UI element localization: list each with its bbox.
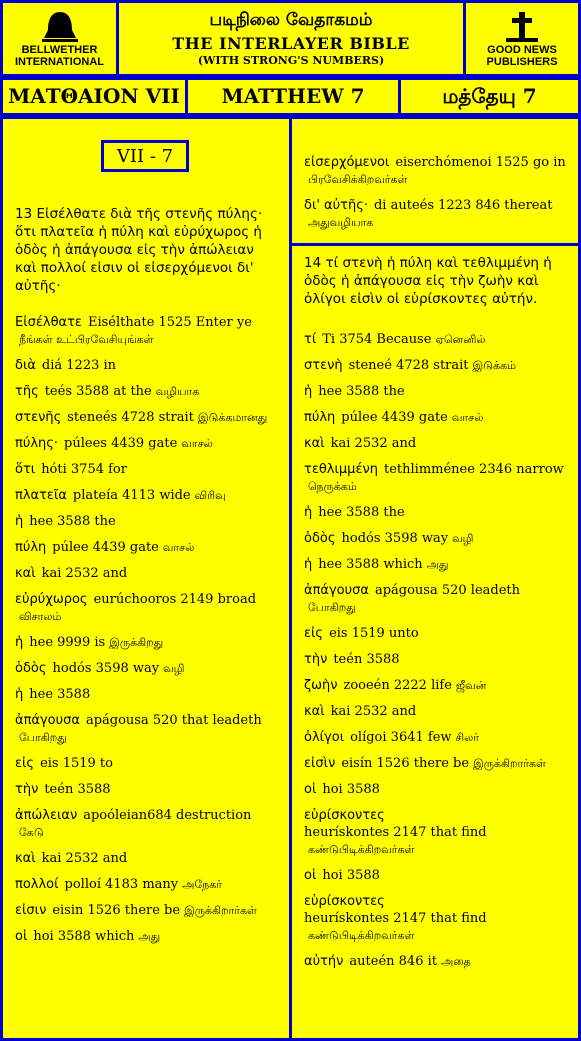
greek-word: ὁδὸς: [304, 531, 336, 546]
english-gloss: steneés 4728 strait: [67, 410, 194, 425]
english-gloss: polloí 4183 many: [64, 877, 179, 892]
greek-word: εὑρίσκοντες: [304, 894, 385, 909]
interlinear-entry: [304, 755, 566, 772]
tamil-gloss: வாசல்: [181, 437, 213, 450]
tamil-gloss: வழியாக: [155, 385, 200, 398]
verse-13-greek: 13 Εἰσέλθατε διὰ τῆς στενῆς πύλης· ὅτι πλατεῖα ἡ πύλη καὶ εὐρύχωρος ἡ ὁδὸς ἡ ἀπάγουσα εἰς τὴν ἀπώλειαν καὶ πολλοί εἰσιν οἱ εἰσερχόμενοι δι' αὐτῆς·: [15, 206, 263, 294]
interlinear-entry: [304, 435, 566, 452]
english-gloss: eis 1519 to: [40, 756, 113, 771]
greek-word: ἡ: [15, 687, 24, 702]
header-greek: ΜΑΤΘΑΙΟΝ VII: [0, 77, 188, 116]
tamil-gloss: கேடு: [19, 826, 44, 839]
interlinear-entry: [15, 409, 279, 426]
english-gloss: hoi 3588 which: [33, 929, 135, 944]
verse-14-greek: 14 τί στενὴ ἡ πύλη καὶ τεθλιμμένη ἡ ὁδὸς ἡ ἀπάγουσα εἰς τὴν ζωὴν καὶ ὀλίγοι εἰσὶν οἱ εὑρίσκοντες αὐτήν.: [304, 255, 552, 307]
interlinear-entry: [304, 867, 566, 884]
english-gloss: di auteés 1223 846 thereat: [373, 198, 553, 213]
greek-word: ζωὴν: [304, 678, 338, 693]
header-tamil: மத்தேயு 7: [398, 77, 581, 116]
greek-word: τεθλιμμένη: [304, 462, 378, 477]
english-gloss: hoi 3588: [322, 868, 380, 883]
interlinear-entry: [304, 781, 566, 798]
greek-word: πύλη: [304, 410, 336, 425]
tamil-gloss: அது: [426, 558, 449, 571]
logo-right-text: GOOD NEWS PUBLISHERS: [486, 43, 558, 68]
english-gloss: púlees 4439 gate: [64, 436, 178, 451]
english-gloss: eis 1519 unto: [329, 626, 419, 641]
english-gloss: eiserchómenoi 1525 go in: [395, 155, 566, 170]
tamil-gloss: இருக்கிறார்கள்: [473, 757, 546, 770]
english-gloss: kai 2532 and: [41, 851, 128, 866]
interlinear-entry: [15, 686, 279, 703]
english-gloss: púlee 4439 gate: [52, 540, 159, 555]
interlinear-entry: [304, 504, 566, 521]
tamil-gloss: விசாலம்: [19, 610, 62, 623]
title-tamil: படிநிலை வேதாகமம்: [209, 10, 373, 30]
greek-word: οἱ: [15, 929, 28, 944]
greek-word: στενὴ: [304, 358, 343, 373]
tamil-gloss: அதுவழியாக: [308, 216, 374, 229]
logo-bellwether: [0, 0, 119, 77]
greek-word: ὁδὸς: [15, 661, 47, 676]
greek-word: πύλη: [15, 540, 47, 555]
greek-word: πλατεῖα: [15, 488, 67, 503]
left-interlinear-list: [15, 314, 279, 945]
greek-word: ἡ: [304, 505, 313, 520]
interlinear-entry: [304, 461, 566, 495]
greek-word: οἱ: [304, 782, 317, 797]
tamil-gloss: இடுக்கமானது: [197, 411, 268, 424]
interlinear-entry: [15, 928, 279, 945]
english-gloss: diá 1223 in: [41, 358, 117, 373]
header-english: MATTHEW 7: [185, 77, 401, 116]
english-gloss: hodós 3598 way: [52, 661, 160, 676]
right-interlinear-list: [304, 331, 566, 970]
greek-word: ἡ: [304, 557, 313, 572]
interlinear-entry: [15, 487, 279, 504]
english-gloss: plateía 4113 wide: [72, 488, 191, 503]
english-gloss: teén 3588: [44, 782, 111, 797]
tamil-gloss: பிரவேசிக்கிறவர்கள்: [308, 173, 408, 186]
english-gloss: steneé 4728 strait: [348, 358, 469, 373]
interlinear-entry: [304, 625, 566, 642]
title-subtitle: (WITH STRONG'S NUMBERS): [197, 54, 385, 67]
tamil-gloss: அது: [138, 930, 161, 943]
title-block: [116, 0, 466, 77]
tamil-gloss: ஜீவன்: [455, 679, 487, 692]
interlinear-entry: [15, 383, 279, 400]
publisher-logo-icon: [502, 10, 542, 44]
tamil-gloss: விரிவு: [194, 489, 226, 502]
title-english: THE INTERLAYER BIBLE: [172, 34, 410, 53]
interlinear-entry: [304, 893, 566, 944]
interlinear-entry: [15, 539, 279, 556]
tamil-gloss: இருக்கிறது: [109, 636, 164, 649]
tamil-gloss: கண்டுபிடிக்கிறவர்கள்: [308, 929, 415, 942]
english-gloss: apágousa 520 that leadeth: [85, 713, 262, 728]
tamil-gloss: வழி: [163, 662, 185, 675]
interlinear-entry: [15, 807, 279, 841]
greek-word: καὶ: [304, 436, 325, 451]
interlinear-entry: [304, 677, 566, 694]
tamil-gloss: நீங்கள் உட்பிரவேசியுங்கள்: [19, 333, 154, 346]
greek-word: πολλοί: [15, 877, 59, 892]
interlinear-entry: [304, 331, 566, 348]
interlinear-entry: [304, 807, 566, 858]
english-gloss: hee 3588 the: [318, 384, 405, 399]
english-gloss: Eisélthate 1525 Enter ye: [87, 315, 252, 330]
interlinear-entry: [304, 383, 566, 400]
greek-word: εὑρίσκοντες: [304, 808, 385, 823]
greek-word: εἰσὶν: [304, 756, 336, 771]
greek-word: δι' αὐτῆς·: [304, 198, 368, 213]
tamil-gloss: வழி: [452, 532, 474, 545]
interlinear-entry: [304, 582, 566, 616]
greek-word: πύλης·: [15, 436, 59, 451]
greek-word: εἰσιν: [15, 903, 47, 918]
interlinear-entry: [15, 435, 279, 452]
tamil-gloss: ஏனெனில்: [435, 333, 486, 346]
english-gloss: hodós 3598 way: [341, 531, 449, 546]
english-gloss: tethlimménee 2346 narrow: [383, 462, 564, 477]
english-gloss: teés 3588 at the: [44, 384, 152, 399]
top-right-box: [289, 116, 581, 246]
greek-word: εἰσερχόμενοι: [304, 155, 390, 170]
tamil-gloss: வாசல்: [451, 411, 484, 424]
greek-word: καὶ: [15, 566, 36, 581]
english-gloss: olígoi 3641 few: [350, 730, 452, 745]
english-gloss: eisin 1526 there be: [52, 903, 181, 918]
tamil-gloss: போகிறது: [19, 731, 67, 744]
english-gloss: apoóleian684 destruction: [83, 808, 252, 823]
greek-word: αὐτήν: [304, 954, 344, 969]
interlinear-entry: [15, 634, 279, 651]
english-gloss: eisín 1526 there be: [341, 756, 470, 771]
greek-word: ἀπάγουσα: [15, 713, 80, 728]
greek-word: ὅτι: [15, 462, 36, 477]
interlinear-entry: [15, 660, 279, 677]
english-gloss: teén 3588: [333, 652, 400, 667]
interlinear-entry: [15, 513, 279, 530]
english-gloss: hee 9999 is: [29, 635, 106, 650]
interlinear-entry: [15, 902, 279, 919]
right-column: [289, 243, 581, 1041]
interlinear-entry: [304, 409, 566, 426]
interlinear-entry: [15, 781, 279, 798]
english-gloss: hee 3588: [29, 687, 91, 702]
interlinear-entry: [304, 651, 566, 668]
english-gloss: heurískontes 2147 that find: [304, 911, 487, 926]
tamil-gloss: வாசல்: [162, 541, 195, 554]
interlinear-entry: [304, 703, 566, 720]
english-gloss: hoi 3588: [322, 782, 380, 797]
greek-word: τὴν: [15, 782, 39, 797]
tamil-gloss: சிலர்: [455, 731, 480, 744]
interlinear-entry: [15, 461, 279, 478]
tamil-gloss: இடுக்கம்: [472, 359, 516, 372]
bell-logo-icon: [40, 10, 80, 44]
english-gloss: heurískontes 2147 that find: [304, 825, 487, 840]
greek-word: ἡ: [15, 514, 24, 529]
interlinear-entry: [15, 565, 279, 582]
left-column: [0, 116, 292, 1041]
greek-word: ὀλίγοι: [304, 730, 345, 745]
english-gloss: púlee 4439 gate: [341, 410, 448, 425]
greek-word: ἡ: [304, 384, 313, 399]
greek-word: εἰς: [304, 626, 324, 641]
english-gloss: kai 2532 and: [330, 436, 417, 451]
english-gloss: eurúchooros 2149 broad: [93, 592, 257, 607]
logo-left-text: BELLWETHER INTERNATIONAL: [14, 43, 104, 68]
interlinear-entry: [304, 556, 566, 573]
greek-word: εἰς: [15, 756, 35, 771]
english-gloss: hee 3588 the: [29, 514, 116, 529]
english-gloss: hóti 3754 for: [41, 462, 127, 477]
english-gloss: hee 3588 the: [318, 505, 405, 520]
greek-word: οἱ: [304, 868, 317, 883]
greek-word: ἀπάγουσα: [304, 583, 369, 598]
tamil-gloss: அதை: [441, 955, 471, 968]
greek-word: Εἰσέλθατε: [15, 315, 82, 330]
english-gloss: Ti 3754 Because: [322, 332, 432, 347]
interlinear-entry: [15, 712, 279, 746]
greek-word: ἀπώλειαν: [15, 808, 78, 823]
interlinear-entry: [15, 755, 279, 772]
interlinear-entry: [15, 591, 279, 625]
interlinear-entry: [15, 314, 279, 348]
interlinear-entry: [304, 357, 566, 374]
greek-word: τί: [304, 332, 317, 347]
greek-word: τῆς: [15, 384, 39, 399]
tamil-gloss: இருக்கிறார்கள்: [184, 904, 257, 917]
english-gloss: zooeén 2222 life: [343, 678, 452, 693]
interlinear-entry: [304, 729, 566, 746]
english-gloss: apágousa 520 leadeth: [374, 583, 521, 598]
greek-word: ἡ: [15, 635, 24, 650]
greek-word: εὐρύχωρος: [15, 592, 88, 607]
interlinear-entry: [15, 357, 279, 374]
interlinear-entry: [15, 876, 279, 893]
top-right-interlinear-list: [304, 154, 566, 231]
greek-word: διὰ: [15, 358, 36, 373]
english-gloss: kai 2532 and: [330, 704, 417, 719]
interlinear-entry: [304, 530, 566, 547]
interlinear-entry: [304, 197, 566, 231]
tamil-gloss: போகிறது: [308, 601, 356, 614]
greek-word: καὶ: [304, 704, 325, 719]
interlinear-entry: [15, 850, 279, 867]
tamil-gloss: கண்டுபிடிக்கிறவர்கள்: [308, 843, 415, 856]
interlinear-entry: [304, 154, 566, 188]
interlinear-entry: [304, 953, 566, 970]
tamil-gloss: நெருக்கம்: [308, 480, 357, 493]
greek-word: τὴν: [304, 652, 328, 667]
english-gloss: auteén 846 it: [349, 954, 437, 969]
logo-good-news: [463, 0, 581, 77]
greek-word: στενῆς: [15, 410, 62, 425]
english-gloss: kai 2532 and: [41, 566, 128, 581]
english-gloss: hee 3588 which: [318, 557, 423, 572]
verse-reference: VII - 7: [101, 140, 189, 172]
tamil-gloss: அநேகர்: [182, 878, 222, 891]
greek-word: καὶ: [15, 851, 36, 866]
